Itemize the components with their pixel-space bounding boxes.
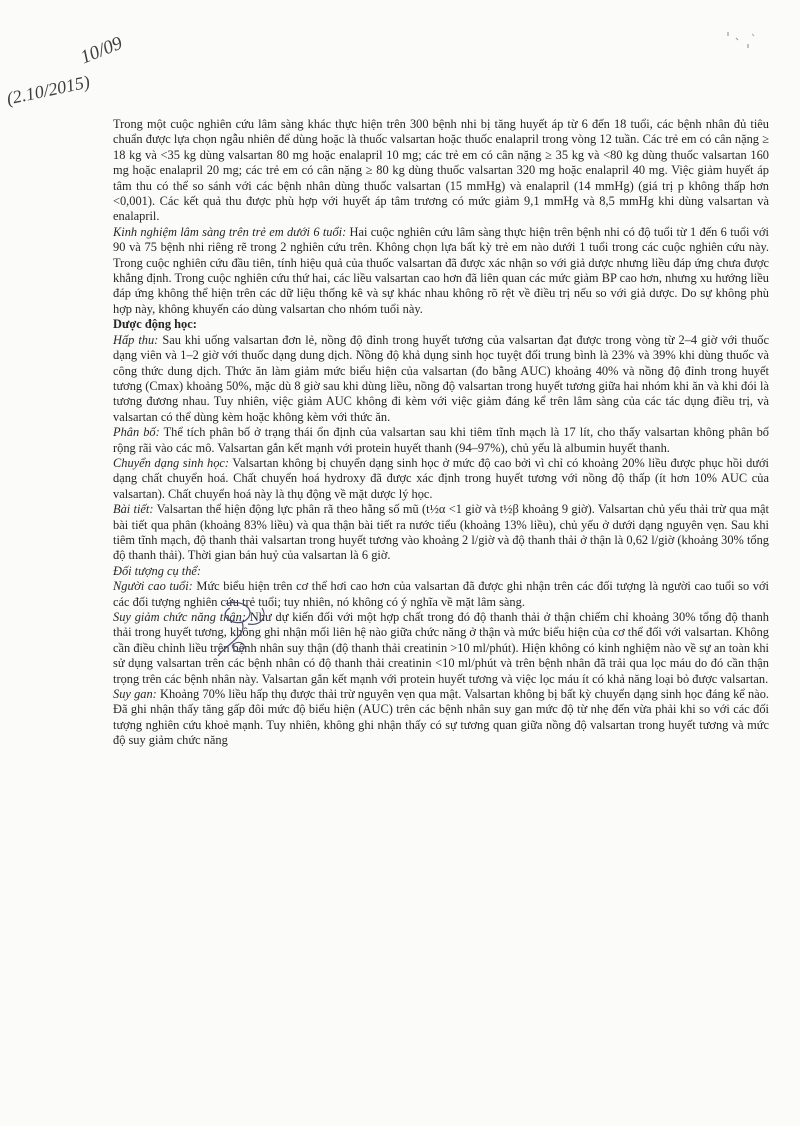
label-hepatic-impairment: Suy gan: <box>113 687 157 702</box>
paragraph-hepatic-impairment <box>113 687 769 749</box>
paragraph-under-6 <box>113 225 769 317</box>
pen-scribble-mark <box>196 596 286 666</box>
text-renal-impairment: Như dự kiến đối với một hợp chất trong đó độ thanh thải ở thận chiếm chỉ khoảng 30% tổng độ thanh thải trong huyết tương, không ghi nhận mối liên hệ nào giữa chức năng ở thận và mức biểu hiện của cơ thể đối với valsartan. Không cần điều chỉnh liều trên bệnh nhân suy thận (độ thanh thải creatinin >10 ml/phút). Hiện không có kinh nghiệm nào về sự an toàn khi sử dụng valsartan trên các bệnh nhân có độ thanh thải creatinin <10 ml/phút và trên bệnh nhân đã trải qua lọc máu do đó cần thận trọng trên các bệnh nhân này. Valsartan gắn kết mạnh với protein huyết tương và việc lọc máu ít có khả năng loại bỏ được valsartan. <box>113 610 770 686</box>
label-biotransformation: Chuyển dạng sinh học: <box>113 455 230 470</box>
paragraph-biotransformation <box>113 456 769 502</box>
text-biotransformation: Valsartan không bị chuyển dạng sinh học ở mức độ cao bởi vì chỉ có khoảng 20% liều được phục hồi dưới dạng chất chuyển hoá. Chất chuyển hoá hydroxy đã được xác định trong huyết tương với nồng độ thấp (ít hơn 10% AUC của valsartan). Chất chuyển hoá này là thụ động về mặt dược lý học. <box>113 455 769 501</box>
label-renal-impairment: Suy giảm chức năng thận: <box>113 610 246 624</box>
paragraph-distribution <box>113 425 769 456</box>
section-heading-pharmacokinetics: Dược động học: <box>113 317 197 332</box>
paragraph-absorption <box>113 333 769 425</box>
paragraph-elimination <box>113 502 769 564</box>
text-elimination: Valsartan thể hiện động lực phân rã theo hằng số mũ (t½α <1 giờ và t½β khoảng 9 giờ). Valsartan chủ yếu thải trừ qua mật bài tiết qua phân (khoảng 83% liều) và qua thận bài tiết ra nước tiểu (khoảng 13% liều), chủ yếu ở dưới dạng nguyên vẹn. Sau khi tiêm tĩnh mạch, độ thanh thải valsartan trong huyết tương vào khoảng 2 l/giờ và độ thanh thải ở thận là 0,62 l/giờ (khoảng 30% tổng độ thanh thải). Thời gian bán huỷ của valsartan là 6 giờ. <box>113 502 769 563</box>
label-absorption: Hấp thu: <box>113 332 159 347</box>
text-distribution: Thể tích phân bố ở trạng thái ổn định của valsartan sau khi tiêm tĩnh mạch là 17 lít, cho thấy valsartan không phân bố rộng rãi vào các mô. Valsartan gắn kết mạnh với protein huyết thanh (94–97%), chủ yếu là albumin huyết thanh. <box>113 425 769 455</box>
label-distribution: Phân bố: <box>113 425 160 440</box>
text-under-6: Hai cuộc nghiên cứu lâm sàng thực hiện trên bệnh nhi có độ tuổi từ 1 đến 6 tuổi với 90 và 75 bệnh nhi riêng rẽ trong 2 nghiên cứu trên. Không chọn lựa bất kỳ trẻ em nào dưới 1 tuổi trong các cuộc nghiên cứu này. Trong cuộc nghiên cứu đầu tiên, tính hiệu quả của thuốc valsartan đã được xác nhận so với giả dược nhưng liều đáp ứng chưa được khẳng định. Trong cuộc nghiên cứu thứ hai, các liều valsartan cao hơn đã liên quan các mức giảm BP cao hơn, nhưng xu hướng liều đáp ứng không thể hiện trên các dữ liệu thống kê và sự khác nhau không rõ rệt về điều trị nếu so với giả dược. Do sự không phù hợp này, không khuyến cáo dùng valsartan cho nhóm tuổi này. <box>113 224 769 316</box>
text-hepatic-impairment: Khoảng 70% liều hấp thụ được thải trừ nguyên vẹn qua mật. Valsartan không bị bất kỳ chuyển dạng sinh học đáng kể nào. Đã ghi nhận thấy tăng gấp đôi mức độ biểu hiện (AUC) trên các bệnh nhân suy gan mức độ từ nhẹ đến vừa phải khi so với các đối tượng nghiên cứu khoẻ mạnh. Tuy nhiên, không ghi nhận thấy có sự tương quan giữa nồng độ valsartan trong huyết tương và mức độ suy giảm chức năng <box>113 687 769 748</box>
subheading-special-populations: Đối tượng cụ thể: <box>113 563 202 578</box>
label-elderly: Người cao tuổi: <box>113 579 193 594</box>
text-absorption: Sau khi uống valsartan đơn lẻ, nồng độ đỉnh trong huyết tương của valsartan đạt được trong vòng từ 2–4 giờ với thuốc dạng viên và 1–2 giờ với thuốc dạng dung dịch. Nồng độ khả dụng sinh học tuyệt đối trung bình là 23% và 39% khi dùng thuốc và công thức dung dịch. Thức ăn làm giảm mức biểu hiện của valsartan (đo bằng AUC) khoảng 40% và nồng độ đỉnh trong huyết tương (Cmax) khoảng 50%, mặc dù 8 giờ sau khi dùng liều, nồng độ valsartan trong huyết tương giữa hai nhóm khi ăn và khi đói là tương đương nhau. Tuy nhiên, việc giảm AUC không đi kèm với việc giảm đáng kể trên lâm sàng của các tác dụng điều trị, và valsartan có thể dùng kèm hoặc không kèm với thức ăn. <box>113 332 769 424</box>
corner-tick-marks <box>726 30 756 60</box>
handwritten-note-top: 10/09 <box>77 32 126 69</box>
paragraph-pediatric-trial: Trong một cuộc nghiên cứu lâm sàng khác thực hiện trên 300 bệnh nhi bị tăng huyết áp từ 6 đến 18 tuổi, các bệnh nhân đủ tiêu chuẩn được lựa chọn ngẫu nhiên để dùng hoặc là thuốc valsartan hoặc thuốc enalapril trong vòng 12 tuần. Các trẻ em có cân nặng ≥ 18 kg và <35 kg dùng valsartan 80 mg hoặc enalapril 10 mg; các trẻ em có cân nặng ≥ 35 kg và <80 kg dùng thuốc valsartan 160 mg hoặc enalapril 20 mg; các trẻ em có cân nặng ≥ 80 kg dùng thuốc valsartan 320 mg hoặc enalapril 40 mg. Việc giảm huyết áp tâm thu có thể so sánh với các bệnh nhân dùng thuốc valsartan (15 mmHg) và enalapril (14 mmHg) (giá trị p không thấp hơn <0,001). Các kết quả thu được phù hợp với huyết áp tâm trương có mức giảm 9,1 mmHg và 8,5 mmHg khi dùng valsartan và enalapril. <box>113 117 769 224</box>
text-elderly: Mức biểu hiện trên cơ thể hơi cao hơn của valsartan đã được ghi nhận trên các đối tượng là người cao tuổi so với các đối tượng nghiên cứu trẻ tuổi; tuy nhiên, nó không có ý nghĩa về mặt lâm sàng. <box>113 579 769 609</box>
label-elimination: Bài tiết: <box>113 502 154 517</box>
handwritten-note-date: (2.10/2015) <box>4 71 92 109</box>
label-under-6: Kinh nghiệm lâm sàng trên trẻ em dưới 6 tuổi: <box>113 224 347 239</box>
